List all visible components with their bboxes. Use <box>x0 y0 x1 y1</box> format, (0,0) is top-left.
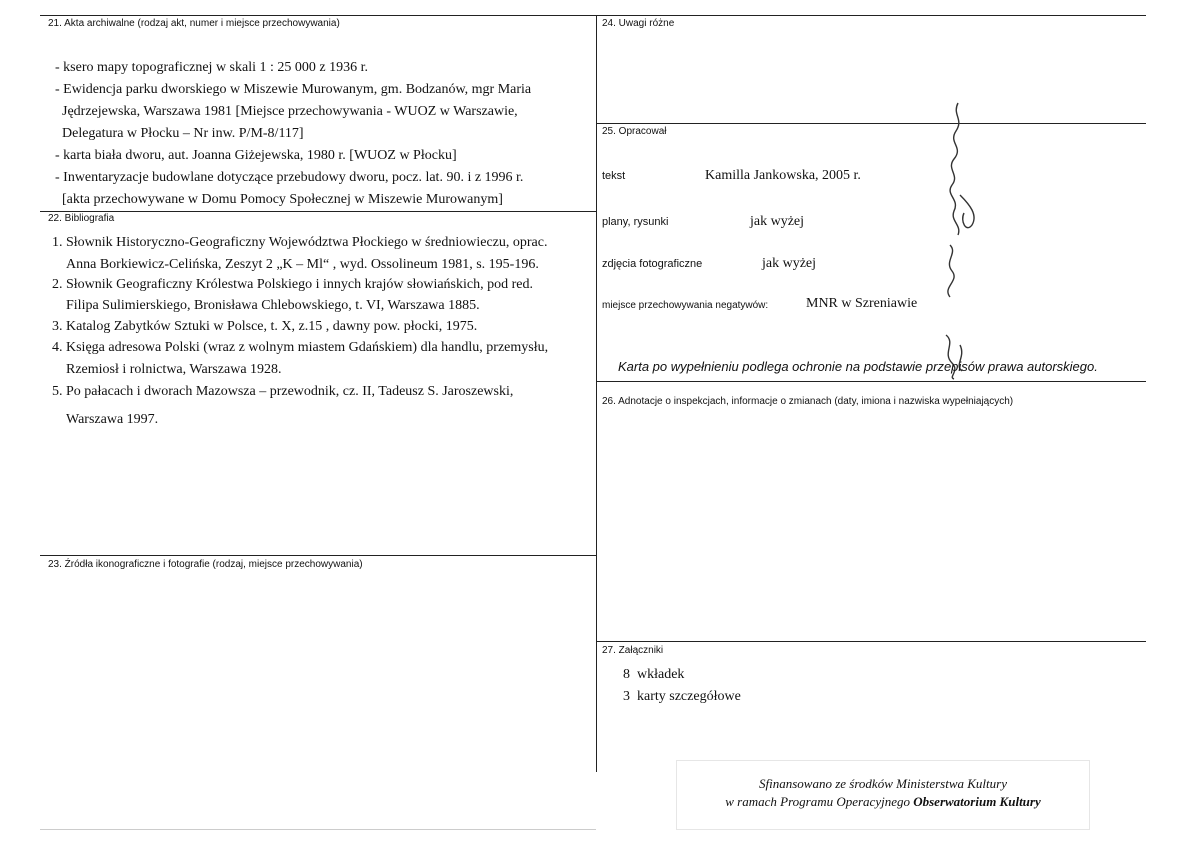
section-21-header: 21. Akta archiwalne (rodzaj akt, numer i miejsce przechowywania) <box>48 18 340 29</box>
s21-line-1: - ksero mapy topograficznej w skali 1 : 25 000 z 1936 r. <box>55 60 368 75</box>
funding-line-2-bold: Obserwatorium Kultury <box>913 794 1041 809</box>
s21-line-4: Delegatura w Płocku – Nr inw. P/M-8/117] <box>62 126 304 141</box>
s25-value-text: Kamilla Jankowska, 2005 r. <box>705 168 861 183</box>
s22-line-8: 5. Po pałacach i dworach Mazowsza – przewodnik, cz. II, Tadeusz S. Jaroszewski, <box>52 384 514 399</box>
handwritten-signature <box>930 95 985 380</box>
s25-label-plans: plany, rysunki <box>602 216 669 228</box>
s21-line-6: - Inwentaryzacje budowlane dotyczące przebudowy dworu, pocz. lat. 90. i z 1996 r. <box>55 170 524 185</box>
s25-value-negatives: MNR w Szreniawie <box>806 296 918 311</box>
top-border-right <box>596 15 1146 16</box>
section-23-header: 23. Źródła ikonograficzne i fotografie (rodzaj, miejsce przechowywania) <box>48 559 363 570</box>
s27-item-2: 3 karty szczegółowe <box>623 689 741 704</box>
s22-line-2: Anna Borkiewicz-Celińska, Zeszyt 2 „K – Ml“ , wyd. Ossolineum 1981, s. 195-196. <box>66 257 539 272</box>
divider-25-26 <box>596 381 1146 382</box>
section-24-header: 24. Uwagi różne <box>602 18 675 29</box>
s21-line-3: Jędrzejewska, Warszawa 1981 [Miejsce przechowywania - WUOZ w Warszawie, <box>62 104 518 119</box>
section-26-header: 26. Adnotacje o inspekcjach, informacje o zmianach (daty, imiona i nazwiska wypełniających) <box>602 396 1014 407</box>
funding-box <box>676 760 1090 830</box>
funding-line-2 <box>677 793 1089 811</box>
funding-line-2-prefix: w ramach Programu Operacyjnego <box>725 794 914 809</box>
column-divider <box>596 15 597 772</box>
s25-value-plans: jak wyżej <box>750 214 805 229</box>
funding-line-1: Sfinansowano ze środków Ministerstwa Kultury <box>759 776 1007 791</box>
s22-line-7: Rzemiosł i rolnictwa, Warszawa 1928. <box>66 362 282 377</box>
s22-line-3: 2. Słownik Geograficzny Królestwa Polskiego i innych krajów słowiańskich, pod red. <box>52 277 533 292</box>
s25-value-photos: jak wyżej <box>762 256 817 271</box>
s27-item-1: 8 wkładek <box>623 667 685 682</box>
s25-label-photos: zdjęcia fotograficzne <box>602 258 703 270</box>
bottom-border-left <box>40 829 596 830</box>
section-27-header: 27. Załączniki <box>602 645 664 656</box>
s22-line-1: 1. Słownik Historyczno-Geograficzny Województwa Płockiego w średniowieczu, oprac. <box>52 235 548 250</box>
s22-line-9: Warszawa 1997. <box>66 412 159 427</box>
s21-line-7: [akta przechowywane w Domu Pomocy Społecznej w Miszewie Murowanym] <box>62 192 503 207</box>
divider-22-23 <box>40 555 596 556</box>
divider-24-25 <box>596 123 1146 124</box>
s25-label-text: tekst <box>602 170 626 182</box>
s22-line-5: 3. Katalog Zabytków Sztuki w Polsce, t. X, z.15 , dawny pow. płocki, 1975. <box>52 319 478 334</box>
s22-line-6: 4. Księga adresowa Polski (wraz z wolnym miastem Gdańskiem) dla handlu, przemysłu, <box>52 340 549 355</box>
section-22-header: 22. Bibliografia <box>48 213 115 224</box>
s25-label-negatives: miejsce przechowywania negatywów: <box>602 300 769 311</box>
copyright-notice: Karta po wypełnieniu podlega ochronie na podstawie przepisów prawa autorskiego. <box>618 359 1098 374</box>
divider-26-27 <box>596 641 1146 642</box>
s21-line-2: - Ewidencja parku dworskiego w Miszewie Murowanym, gm. Bodzanów, mgr Maria <box>55 82 532 97</box>
divider-21-22 <box>40 211 596 212</box>
s22-line-4: Filipa Sulimierskiego, Bronisława Chlebowskiego, t. VI, Warszawa 1885. <box>66 298 480 313</box>
s21-line-5: - karta biała dworu, aut. Joanna Giżejewska, 1980 r. [WUOZ w Płocku] <box>55 148 457 163</box>
section-25-header: 25. Opracował <box>602 126 667 137</box>
top-border-left <box>40 15 596 16</box>
